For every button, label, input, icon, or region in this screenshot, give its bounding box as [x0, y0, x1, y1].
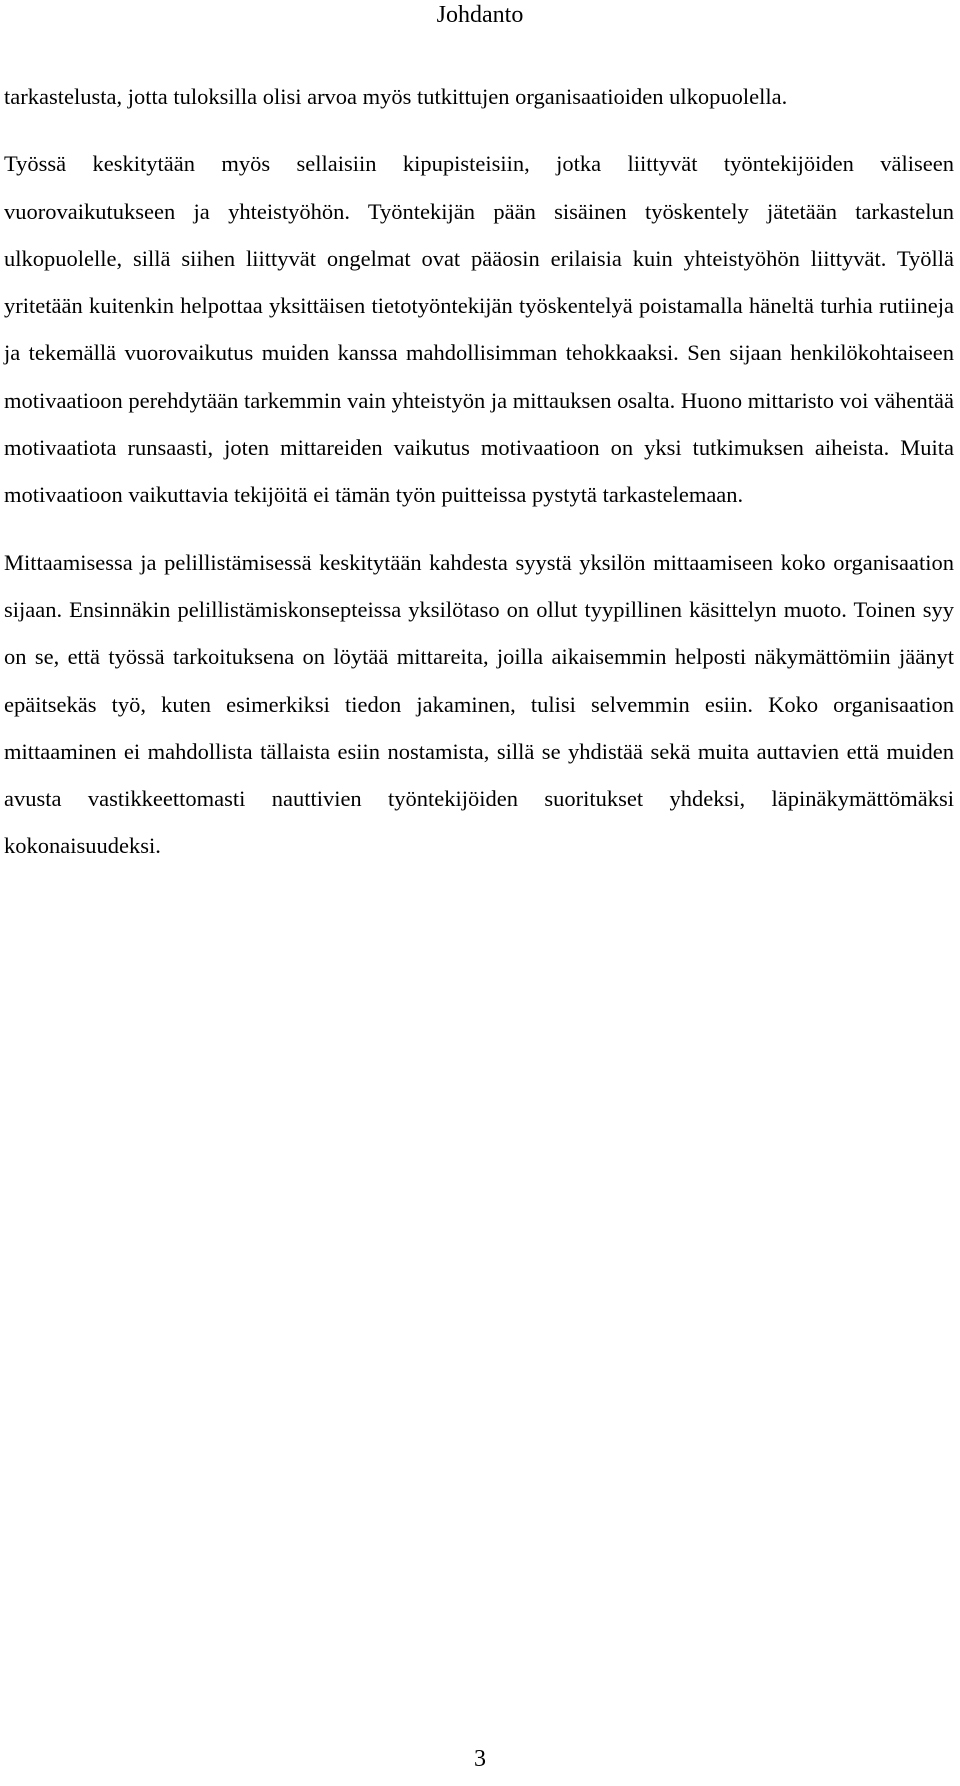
page-number-text: 3: [474, 1746, 486, 1772]
running-header: [0, 0, 960, 30]
page-number: [0, 1744, 960, 1774]
body-text: [4, 73, 954, 890]
header-title: Johdanto: [436, 2, 524, 28]
paragraph-2: Työssä keskitytään myös sellaisiin kipupisteisiin, jotka liittyvät työntekijöiden väliseen vuorovaikutukseen ja yhteistyöhön. Työntekijän pään sisäinen työskentely jätetään tarkastelun ulkopuolelle, sillä siihen liittyvät ongelmat ovat pääosin erilaisia kuin yhteistyöhön liittyvät. Työllä yritetään kuitenkin helpottaa yksittäisen tietotyöntekijän työskentelyä poistamalla häneltä turhia rutiineja ja tekemällä vuorovaikutus muiden kanssa mahdollisimman tehokkaaksi. Sen sijaan henkilökohtaiseen motivaatioon perehdytään tarkemmin vain yhteistyön ja mittauksen osalta. Huono mittaristo voi vähentää motivaatiota runsaasti, joten mittareiden vaikutus motivaatioon on yksi tutkimuksen aiheista. Muita motivaatioon vaikuttavia tekijöitä ei tämän työn puitteissa pystytä tarkastelemaan.: [4, 151, 954, 508]
paragraph-3: Mittaamisessa ja pelillistämisessä keskitytään kahdesta syystä yksilön mittaamiseen koko organisaation sijaan. Ensinnäkin pelillistämiskonsepteissa yksilötaso on ollut tyypillinen käsittelyn muoto. Toinen syy on se, että työssä tarkoituksena on löytää mittareita, joilla aikaisemmin helposti näkymättömiin jäänyt epäitsekäs työ, kuten esimerkiksi tiedon jakaminen, tulisi selvemmin esiin. Koko organisaation mittaaminen ei mahdollista tällaista esiin nostamista, sillä se yhdistää sekä muita auttavien että muiden avusta vastikkeettomasti nauttivien työntekijöiden suoritukset yhdeksi, läpinäkymättömäksi kokonaisuudeksi.: [4, 549, 954, 859]
paragraph-1: tarkastelusta, jotta tuloksilla olisi arvoa myös tutkittujen organisaatioiden ulkopuolella.: [4, 84, 788, 109]
